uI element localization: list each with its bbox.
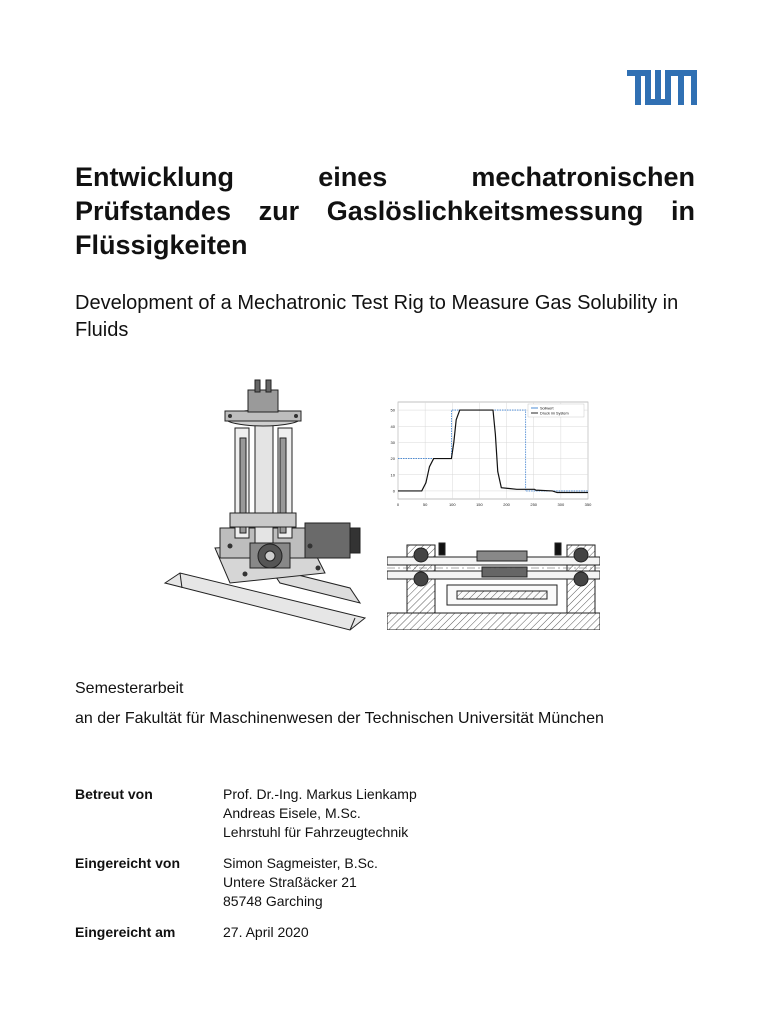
author-street: Untere Straßäcker 21 xyxy=(223,874,357,890)
x-tick-label: 150 xyxy=(476,502,483,507)
x-tick-label: 50 xyxy=(422,502,428,507)
supervisor-2: Andreas Eisele, M.Sc. xyxy=(223,805,361,821)
y-tick-label: 30 xyxy=(390,439,395,445)
faculty-line: an der Fakultät für Maschinenwesen der Technischen Universität München xyxy=(75,710,604,727)
test-rig-illustration xyxy=(160,378,375,633)
x-tick-label: 100 xyxy=(448,502,456,507)
y-tick-label: 40 xyxy=(390,423,395,429)
y-tick-label: 10 xyxy=(390,472,395,478)
pressure-chart xyxy=(378,397,596,512)
tum-logo xyxy=(627,70,697,105)
cross-section-drawing xyxy=(387,525,600,630)
supervised-label: Betreut von xyxy=(75,786,153,802)
x-axis-ticks xyxy=(397,502,592,507)
y-axis-ticks xyxy=(391,408,396,494)
legend-entry: Sollwert xyxy=(540,406,554,411)
y-tick-label: 0 xyxy=(392,488,395,494)
thesis-type: Semesterarbeit xyxy=(75,680,184,697)
x-tick-label: 0 xyxy=(396,502,400,507)
author-city: 85748 Garching xyxy=(223,893,323,909)
document-subtitle: Development of a Mechatronic Test Rig to Measure Gas Solubility in Fluids xyxy=(75,292,679,341)
x-tick-label: 300 xyxy=(557,502,565,507)
x-tick-label: 250 xyxy=(530,502,538,507)
chart-legend xyxy=(528,404,584,417)
supervisor-1: Prof. Dr.-Ing. Markus Lienkamp xyxy=(223,786,417,802)
y-tick-label: 50 xyxy=(390,407,395,413)
x-tick-label: 350 xyxy=(584,502,592,507)
x-tick-label: 200 xyxy=(503,502,510,507)
submitted-on-label: Eingereicht am xyxy=(75,924,176,940)
supervisor-chair: Lehrstuhl für Fahrzeugtechnik xyxy=(223,824,409,840)
legend-entry: Druck im System xyxy=(540,411,569,416)
author-block xyxy=(75,854,695,911)
author-name: Simon Sagmeister, B.Sc. xyxy=(223,855,378,871)
submission-info xyxy=(75,785,695,954)
supervisor-block xyxy=(75,785,695,842)
submitted-by-label: Eingereicht von xyxy=(75,855,181,871)
y-tick-label: 20 xyxy=(390,456,395,462)
submission-date: 27. April 2020 xyxy=(223,924,309,940)
document-title: Entwicklung eines mechatronischen Prüfstandes zur Gaslöslichkeitsmessung in Flüssigkeiten xyxy=(75,162,695,260)
date-block xyxy=(75,923,695,942)
